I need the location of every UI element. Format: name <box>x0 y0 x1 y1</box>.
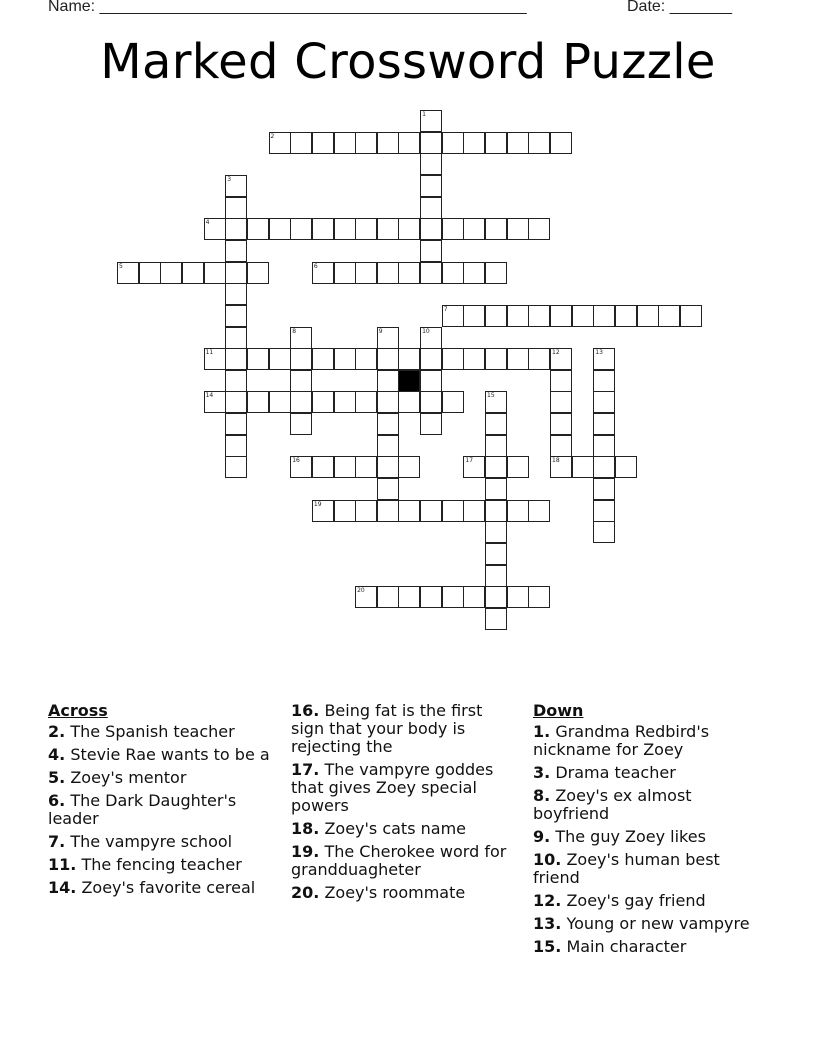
down-heading: Down <box>533 701 584 720</box>
grid-cell[interactable] <box>463 500 485 522</box>
clue-down-3: 3. Drama teacher <box>533 763 676 782</box>
clues-column-1 <box>48 702 270 902</box>
cell-number: 14 <box>205 392 214 400</box>
grid-cell[interactable] <box>225 348 247 370</box>
grid-cell[interactable] <box>485 435 507 457</box>
grid-cell[interactable] <box>593 370 615 392</box>
grid-cell[interactable] <box>225 370 247 392</box>
cell-number: 7 <box>443 305 448 313</box>
grid-cell[interactable] <box>507 456 529 478</box>
grid-cell[interactable] <box>398 348 420 370</box>
clue-across-17: 17. The vampyre goddes that gives Zoey special powers <box>291 760 494 815</box>
grid-cell[interactable] <box>160 262 182 284</box>
grid-cell[interactable] <box>269 348 291 370</box>
grid-cell[interactable] <box>398 391 420 413</box>
grid-cell[interactable] <box>485 262 507 284</box>
grid-cell[interactable] <box>312 456 334 478</box>
grid-cell[interactable] <box>377 132 399 154</box>
grid-cell[interactable] <box>225 262 247 284</box>
grid-cell[interactable] <box>247 348 269 370</box>
grid-cell[interactable] <box>485 500 507 522</box>
clue-across-18: 18. Zoey's cats name <box>291 819 466 838</box>
grid-cell[interactable] <box>398 586 420 608</box>
grid-cell[interactable] <box>398 132 420 154</box>
clue-across-14: 14. Zoey's favorite cereal <box>48 878 256 897</box>
grid-cell[interactable] <box>463 586 485 608</box>
grid-cell[interactable] <box>290 456 312 478</box>
grid-cell[interactable] <box>398 218 420 240</box>
grid-cell[interactable] <box>485 391 507 413</box>
grid-cell[interactable] <box>225 456 247 478</box>
grid-cell[interactable] <box>312 262 334 284</box>
cell-number: 17 <box>465 457 474 465</box>
grid-cell[interactable] <box>420 370 442 392</box>
grid-cell[interactable] <box>355 348 377 370</box>
grid-cell[interactable] <box>377 435 399 457</box>
grid-cell[interactable] <box>507 132 529 154</box>
grid-cell[interactable] <box>463 262 485 284</box>
grid-cell[interactable] <box>204 262 226 284</box>
grid-cell[interactable] <box>485 305 507 327</box>
grid-cell[interactable] <box>442 132 464 154</box>
grid-cell[interactable] <box>507 586 529 608</box>
grid-cell[interactable] <box>420 153 442 175</box>
grid-cell[interactable] <box>593 413 615 435</box>
clues-column-3 <box>533 702 761 961</box>
grid-cell[interactable] <box>463 218 485 240</box>
grid-cell[interactable] <box>377 327 399 349</box>
grid-cell[interactable] <box>420 500 442 522</box>
clue-down-9: 9. The guy Zoey likes <box>533 827 706 846</box>
cell-number: 3 <box>227 175 232 183</box>
grid-cell[interactable] <box>398 500 420 522</box>
grid-cell[interactable] <box>225 435 247 457</box>
grid-cell[interactable] <box>463 132 485 154</box>
grid-cell[interactable] <box>312 218 334 240</box>
grid-cell[interactable] <box>528 132 550 154</box>
cell-number: 2 <box>270 132 275 140</box>
grid-cell[interactable] <box>550 370 572 392</box>
grid-cell[interactable] <box>507 305 529 327</box>
grid-cell[interactable] <box>290 348 312 370</box>
clue-across-5: 5. Zoey's mentor <box>48 768 187 787</box>
clue-down-13: 13. Young or new vampyre <box>533 914 750 933</box>
grid-cell[interactable] <box>398 262 420 284</box>
grid-cell[interactable] <box>420 327 442 349</box>
grid-cell[interactable] <box>420 175 442 197</box>
grid-cell[interactable] <box>593 456 615 478</box>
grid-cell[interactable] <box>550 391 572 413</box>
cell-number: 10 <box>422 327 430 335</box>
grid-cell[interactable] <box>204 218 226 240</box>
grid-cell[interactable] <box>312 500 334 522</box>
grid-cell[interactable] <box>290 132 312 154</box>
cell-number: 12 <box>552 349 560 357</box>
grid-cell[interactable] <box>225 391 247 413</box>
grid-cell[interactable] <box>420 348 442 370</box>
grid-cell[interactable] <box>615 305 637 327</box>
grid-cell[interactable] <box>334 132 356 154</box>
grid-cell[interactable] <box>550 435 572 457</box>
grid-cell[interactable] <box>334 348 356 370</box>
grid-cell[interactable] <box>377 586 399 608</box>
page-title: Marked Crossword Puzzle <box>100 34 716 90</box>
black-cell <box>398 370 420 392</box>
grid-cell[interactable] <box>485 521 507 543</box>
grid-cell[interactable] <box>355 500 377 522</box>
grid-cell[interactable] <box>312 348 334 370</box>
grid-cell[interactable] <box>117 262 139 284</box>
grid-cell[interactable] <box>680 305 702 327</box>
cell-number: 13 <box>595 349 603 357</box>
grid-cell[interactable] <box>593 305 615 327</box>
name-field-label: Name: ________________________________________________ <box>48 0 527 15</box>
grid-cell[interactable] <box>334 218 356 240</box>
grid-cell[interactable] <box>550 132 572 154</box>
grid-cell[interactable] <box>334 391 356 413</box>
cell-number: 20 <box>357 587 365 595</box>
grid-cell[interactable] <box>182 262 204 284</box>
grid-cell[interactable] <box>420 262 442 284</box>
grid-cell[interactable] <box>225 218 247 240</box>
grid-cell[interactable] <box>377 262 399 284</box>
grid-cell[interactable] <box>420 218 442 240</box>
grid-cell[interactable] <box>485 565 507 587</box>
grid-cell[interactable] <box>637 305 659 327</box>
grid-cell[interactable] <box>290 218 312 240</box>
grid-cell[interactable] <box>507 218 529 240</box>
grid-cell[interactable] <box>355 391 377 413</box>
grid-cell[interactable] <box>420 586 442 608</box>
grid-cell[interactable] <box>204 348 226 370</box>
grid-cell[interactable] <box>334 500 356 522</box>
grid-cell[interactable] <box>377 218 399 240</box>
cell-number: 9 <box>378 327 383 335</box>
clue-across-4: 4. Stevie Rae wants to be a <box>48 745 270 764</box>
grid-cell[interactable] <box>485 543 507 565</box>
grid-cell[interactable] <box>572 305 594 327</box>
grid-cell[interactable] <box>312 132 334 154</box>
grid-cell[interactable] <box>290 413 312 435</box>
grid-cell[interactable] <box>355 132 377 154</box>
grid-cell[interactable] <box>550 348 572 370</box>
grid-cell[interactable] <box>593 500 615 522</box>
grid-cell[interactable] <box>528 586 550 608</box>
grid-cell[interactable] <box>463 348 485 370</box>
grid-cell[interactable] <box>485 413 507 435</box>
grid-cell[interactable] <box>442 218 464 240</box>
grid-cell[interactable] <box>485 586 507 608</box>
grid-cell[interactable] <box>377 348 399 370</box>
grid-cell[interactable] <box>290 370 312 392</box>
grid-cell[interactable] <box>463 305 485 327</box>
cell-number: 6 <box>313 262 318 270</box>
grid-cell[interactable] <box>247 391 269 413</box>
grid-cell[interactable] <box>247 218 269 240</box>
grid-cell[interactable] <box>377 500 399 522</box>
grid-cell[interactable] <box>377 370 399 392</box>
cell-number: 15 <box>487 392 495 400</box>
grid-cell[interactable] <box>593 521 615 543</box>
grid-cell[interactable] <box>550 305 572 327</box>
grid-cell[interactable] <box>355 586 377 608</box>
cell-number: 1 <box>422 111 426 118</box>
grid-cell[interactable] <box>290 327 312 349</box>
grid-cell[interactable] <box>593 348 615 370</box>
grid-cell[interactable] <box>485 478 507 500</box>
clue-down-10: 10. Zoey's human best friend <box>533 850 720 887</box>
grid-cell[interactable] <box>528 500 550 522</box>
grid-cell[interactable] <box>420 132 442 154</box>
clue-across-11: 11. The fencing teacher <box>48 855 242 874</box>
clue-across-2: 2. The Spanish teacher <box>48 722 235 741</box>
grid-cell[interactable] <box>528 305 550 327</box>
grid-cell[interactable] <box>225 240 247 262</box>
clue-down-15: 15. Main character <box>533 937 687 956</box>
grid-cell[interactable] <box>377 456 399 478</box>
grid-cell[interactable] <box>442 586 464 608</box>
grid-cell[interactable] <box>225 283 247 305</box>
grid-cell[interactable] <box>312 391 334 413</box>
grid-cell[interactable] <box>485 608 507 630</box>
grid-cell[interactable] <box>269 132 291 154</box>
cell-number: 11 <box>205 349 214 357</box>
grid-cell[interactable] <box>225 305 247 327</box>
grid-cell[interactable] <box>550 413 572 435</box>
grid-cell[interactable] <box>269 218 291 240</box>
grid-cell[interactable] <box>485 132 507 154</box>
clue-down-8: 8. Zoey's ex almost boyfriend <box>533 786 692 823</box>
grid-cell[interactable] <box>442 262 464 284</box>
clues-column-2 <box>291 702 513 907</box>
grid-cell[interactable] <box>593 478 615 500</box>
grid-cell[interactable] <box>398 456 420 478</box>
clue-down-12: 12. Zoey's gay friend <box>533 891 706 910</box>
grid-cell[interactable] <box>507 348 529 370</box>
grid-cell[interactable] <box>507 500 529 522</box>
grid-cell[interactable] <box>485 348 507 370</box>
cell-number: 4 <box>205 219 210 227</box>
grid-cell[interactable] <box>377 391 399 413</box>
grid-cell[interactable] <box>355 262 377 284</box>
clue-down-1: 1. Grandma Redbird's nickname for Zoey <box>533 722 710 759</box>
grid-cell[interactable] <box>528 348 550 370</box>
clue-across-19: 19. The Cherokee word for grandduagheter <box>291 842 507 879</box>
cell-number: 18 <box>552 457 560 465</box>
grid-cell[interactable] <box>225 197 247 219</box>
grid-cell[interactable] <box>247 262 269 284</box>
grid-cell[interactable] <box>485 218 507 240</box>
grid-cell[interactable] <box>658 305 680 327</box>
grid-cell[interactable] <box>420 240 442 262</box>
clue-across-7: 7. The vampyre school <box>48 832 233 851</box>
grid-cell[interactable] <box>420 413 442 435</box>
grid-cell[interactable] <box>355 456 377 478</box>
grid-cell[interactable] <box>420 197 442 219</box>
grid-cell[interactable] <box>377 413 399 435</box>
grid-cell[interactable] <box>355 218 377 240</box>
grid-cell[interactable] <box>225 175 247 197</box>
grid-cell[interactable] <box>442 391 464 413</box>
cell-number: 8 <box>292 327 297 335</box>
grid-cell[interactable] <box>463 456 485 478</box>
grid-cell[interactable] <box>334 456 356 478</box>
grid-cell[interactable] <box>225 327 247 349</box>
grid-cell[interactable] <box>550 456 572 478</box>
cell-number: 16 <box>292 457 300 465</box>
cell-number: 5 <box>119 262 123 270</box>
grid-cell[interactable] <box>225 413 247 435</box>
grid-cell[interactable] <box>269 391 291 413</box>
grid-cell[interactable] <box>377 478 399 500</box>
grid-cell[interactable] <box>290 391 312 413</box>
cell-number: 19 <box>313 500 322 508</box>
grid-cell[interactable] <box>420 391 442 413</box>
grid-cell[interactable] <box>528 218 550 240</box>
grid-cell[interactable] <box>334 262 356 284</box>
clue-across-16: 16. Being fat is the first sign that your body is rejecting the <box>291 701 483 756</box>
grid-cell[interactable] <box>204 391 226 413</box>
grid-cell[interactable] <box>139 262 161 284</box>
grid-cell[interactable] <box>442 500 464 522</box>
grid-cell[interactable] <box>442 348 464 370</box>
across-heading: Across <box>48 701 108 720</box>
clue-across-6: 6. The Dark Daughter's leader <box>48 791 237 828</box>
grid-cell[interactable] <box>420 110 442 132</box>
grid-cell[interactable] <box>593 391 615 413</box>
grid-cell[interactable] <box>593 435 615 457</box>
grid-cell[interactable] <box>442 305 464 327</box>
grid-cell[interactable] <box>485 456 507 478</box>
grid-cell[interactable] <box>615 456 637 478</box>
clue-across-20: 20. Zoey's roommate <box>291 883 466 902</box>
date-field-label: Date: _______ <box>627 0 732 15</box>
grid-cell[interactable] <box>572 456 594 478</box>
